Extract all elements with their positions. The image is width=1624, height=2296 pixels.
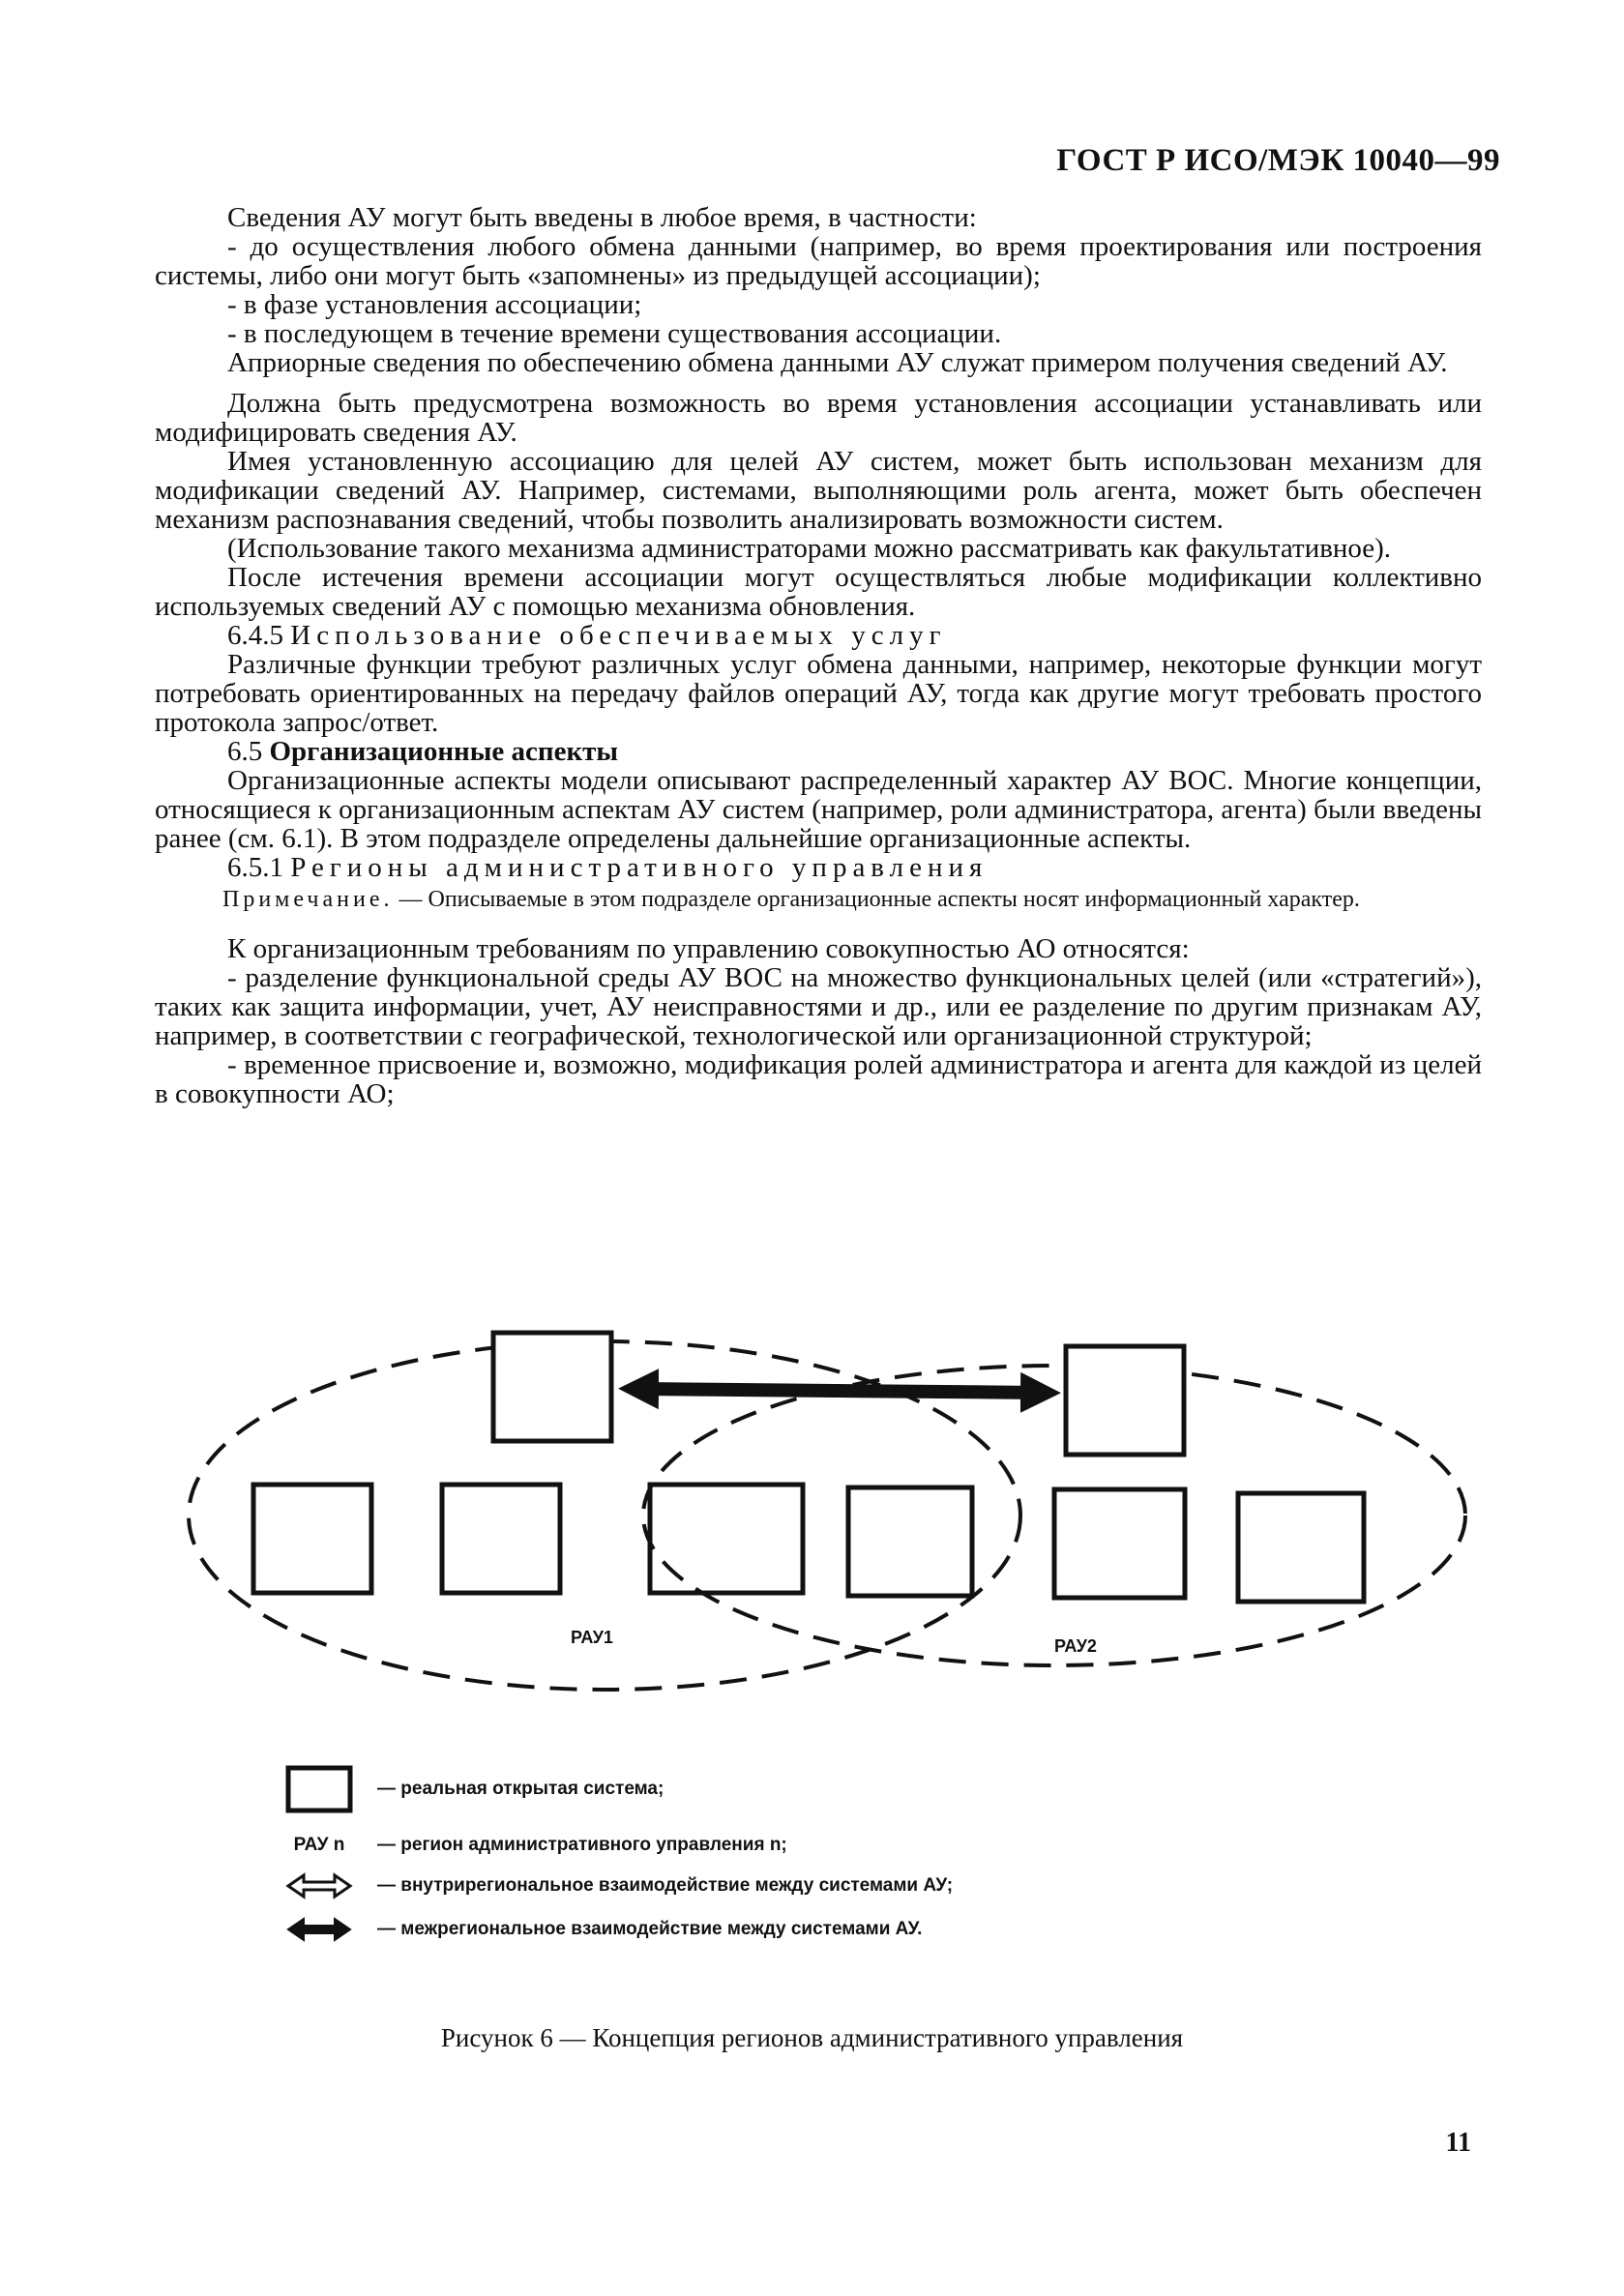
list-item: - временное присвоение и, возможно, модификация ролей администратора и агента для каждой из целей в совокупности АО; bbox=[155, 1049, 1482, 1109]
section-title: Использование обеспечиваемых услуг bbox=[290, 620, 947, 651]
section-heading-6-5-1 bbox=[155, 853, 1482, 882]
figure-legend bbox=[281, 1765, 1248, 1978]
open-system-box bbox=[1238, 1493, 1364, 1602]
section-title: Регионы административного управления bbox=[290, 852, 989, 883]
open-system-box bbox=[1066, 1346, 1184, 1455]
paragraph: Организационные аспекты модели описывают распределенный характер АУ ВОС. Многие концепции, относящиеся к организационным аспектам АУ систем (например, роли администратора, агента) были введены ранее (см. 6.1). В этом подразделе определены дальнейшие организационные аспекты. bbox=[155, 765, 1482, 854]
paragraph: Должна быть предусмотрена возможность во время установления ассоциации устанавливать или модифицировать сведения АУ. bbox=[155, 388, 1482, 448]
legend-text: — реальная открытая система; bbox=[377, 1779, 664, 1799]
open-system-symbol-icon bbox=[281, 1764, 358, 1814]
section-title: Организационные аспекты bbox=[269, 736, 619, 767]
legend-row-system bbox=[281, 1765, 664, 1813]
note-label: Примечание. bbox=[222, 887, 394, 912]
section-number: 6.5 bbox=[227, 736, 263, 767]
hollow-double-arrow-icon bbox=[281, 1871, 358, 1900]
list-item: - разделение функциональной среды АУ ВОС на множество функциональных целей (или «стратегий»), таких как защита информации, учет, АУ неисправностями и др., или ее разделение по другим признакам АУ, например, в соответствии с географической, технологической или организационной структурой; bbox=[155, 962, 1482, 1051]
region-abbr-symbol bbox=[281, 1835, 358, 1856]
list-item: - в фазе установления ассоциации; bbox=[227, 289, 642, 320]
legend-text: — регион административного управления n; bbox=[377, 1835, 787, 1855]
region-abbr: РАУ n bbox=[293, 1835, 345, 1855]
open-system-box bbox=[1054, 1489, 1185, 1598]
inter-region-arrow bbox=[638, 1389, 1041, 1393]
list-item: - до осуществления любого обмена данными (например, во время проектирования или построения системы, либо они могут быть «запомнены» из предыдущей ассоциации); bbox=[155, 231, 1482, 291]
open-system-box bbox=[442, 1485, 560, 1593]
document-header: ГОСТ Р ИСО/МЭК 10040—99 bbox=[1056, 143, 1500, 178]
paragraph: После истечения времени ассоциации могут осуществляться любые модификации коллективно используемых сведений АУ с помощью механизма обновления. bbox=[155, 562, 1482, 622]
paragraph: К организационным требованиям по управлению совокупностью АО относятся: bbox=[227, 933, 1190, 964]
section-number: 6.4.5 bbox=[227, 620, 283, 651]
list-item: - в последующем в течение времени существования ассоциации. bbox=[227, 318, 1002, 349]
body-text bbox=[155, 203, 1482, 1108]
legend-row-intra bbox=[281, 1862, 953, 1910]
open-system-box bbox=[493, 1333, 611, 1441]
regions-diagram-svg bbox=[135, 1286, 1490, 1751]
solid-double-arrow-icon bbox=[281, 1915, 358, 1944]
section-heading-6-5 bbox=[155, 737, 1482, 766]
paragraph: Различные функции требуют различных услуг обмена данными, например, некоторые функции могут потребовать ориентированных на передачу файлов операций АУ, тогда как другие могут требовать простого протокола запрос/ответ. bbox=[155, 649, 1482, 738]
paragraph: Сведения АУ могут быть введены в любое время, в частности: bbox=[227, 202, 977, 233]
open-system-box bbox=[848, 1487, 972, 1596]
section-heading-6-4-5 bbox=[155, 621, 1482, 650]
region-2-label: РАУ2 bbox=[1054, 1636, 1097, 1656]
page-number: 11 bbox=[1445, 2128, 1471, 2158]
paragraph: Имея установленную ассоциацию для целей АУ систем, может быть использован механизм для модификации сведений АУ. Например, системами, выполняющими роль агента, может быть обеспечен механизм распознавания сведений, чтобы позволить анализировать возможности систем. bbox=[155, 446, 1482, 535]
legend-text: — внутрирегиональное взаимодействие между системами АУ; bbox=[377, 1875, 954, 1896]
legend-row-inter bbox=[281, 1905, 922, 1954]
open-system-box bbox=[650, 1485, 803, 1593]
figure-regions-diagram bbox=[135, 1286, 1490, 1751]
figure-caption: Рисунок 6 — Концепция регионов административного управления bbox=[440, 2023, 1184, 2052]
region-1-label: РАУ1 bbox=[571, 1628, 613, 1647]
note bbox=[155, 886, 1482, 913]
legend-text: — межрегиональное взаимодействие между системами АУ. bbox=[377, 1919, 923, 1939]
note-text: — Описываемые в этом подразделе организационные аспекты носят информационный характер. bbox=[393, 887, 1360, 912]
paragraph: (Использование такого механизма администраторами можно рассматривать как факультативное). bbox=[227, 533, 1392, 564]
paragraph: Априорные сведения по обеспечению обмена данными АУ служат примером получения сведений АУ. bbox=[227, 347, 1448, 378]
open-system-box bbox=[253, 1485, 371, 1593]
section-number: 6.5.1 bbox=[227, 852, 283, 883]
